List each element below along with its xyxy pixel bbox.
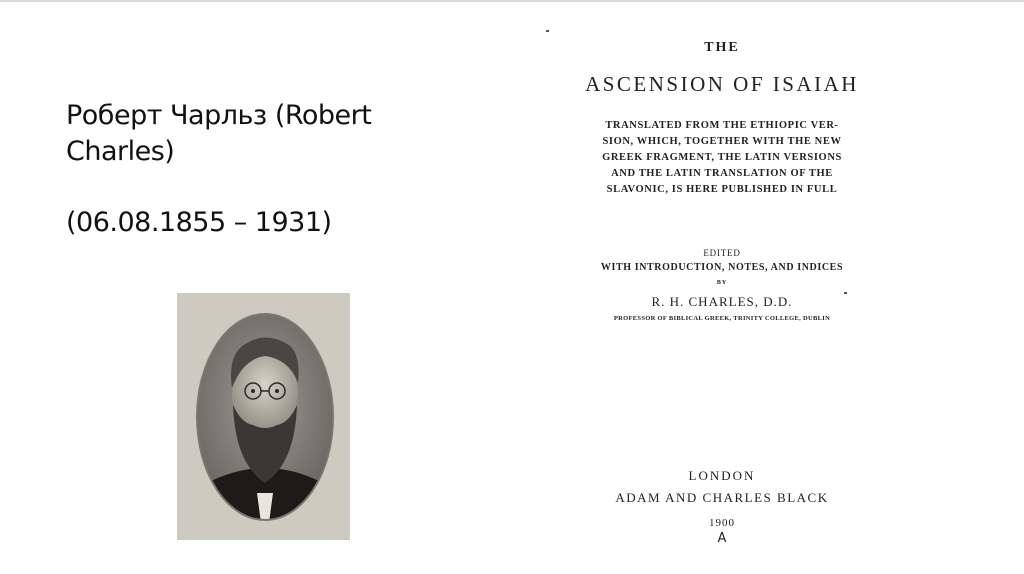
subtitle-line: SLAVONIC, IS HERE PUBLISHED IN FULL bbox=[606, 184, 838, 195]
handwritten-mark: A bbox=[717, 531, 727, 546]
publication-year: 1900 bbox=[709, 517, 735, 529]
author-name: R. H. CHARLES, D.D. bbox=[651, 294, 793, 309]
subtitle-line: TRANSLATED FROM THE ETHIOPIC VER- bbox=[605, 120, 839, 131]
author-position: PROFESSOR OF BIBLICAL GREEK, TRINITY COLLEGE, DUBLIN bbox=[613, 315, 831, 322]
publication-city: LONDON bbox=[688, 468, 756, 483]
life-dates: (06.08.1855 – 1931) bbox=[66, 207, 332, 238]
subtitle-line: SION, WHICH, TOGETHER WITH THE NEW bbox=[602, 136, 842, 147]
print-speck bbox=[546, 30, 549, 32]
name-line-1: Роберт Чарльз (Robert bbox=[66, 100, 372, 131]
book-subtitle bbox=[540, 118, 904, 198]
book-title-page bbox=[540, 28, 904, 558]
subtitle-line: AND THE LATIN TRANSLATION OF THE bbox=[611, 168, 833, 179]
slide-heading bbox=[66, 98, 426, 241]
edited-label: EDITED bbox=[703, 248, 741, 258]
top-border bbox=[0, 0, 1024, 2]
name-line-2: Charles) bbox=[66, 136, 175, 167]
title-article: THE bbox=[704, 40, 740, 55]
book-title: ASCENSION OF ISAIAH bbox=[585, 72, 859, 96]
portrait-illustration bbox=[177, 293, 350, 540]
subtitle-line: GREEK FRAGMENT, THE LATIN VERSIONS bbox=[602, 152, 842, 163]
publisher: ADAM AND CHARLES BLACK bbox=[615, 490, 829, 505]
by-label: BY bbox=[716, 280, 728, 286]
portrait-photo bbox=[177, 293, 350, 540]
intro-line: WITH INTRODUCTION, NOTES, AND INDICES bbox=[600, 262, 844, 273]
